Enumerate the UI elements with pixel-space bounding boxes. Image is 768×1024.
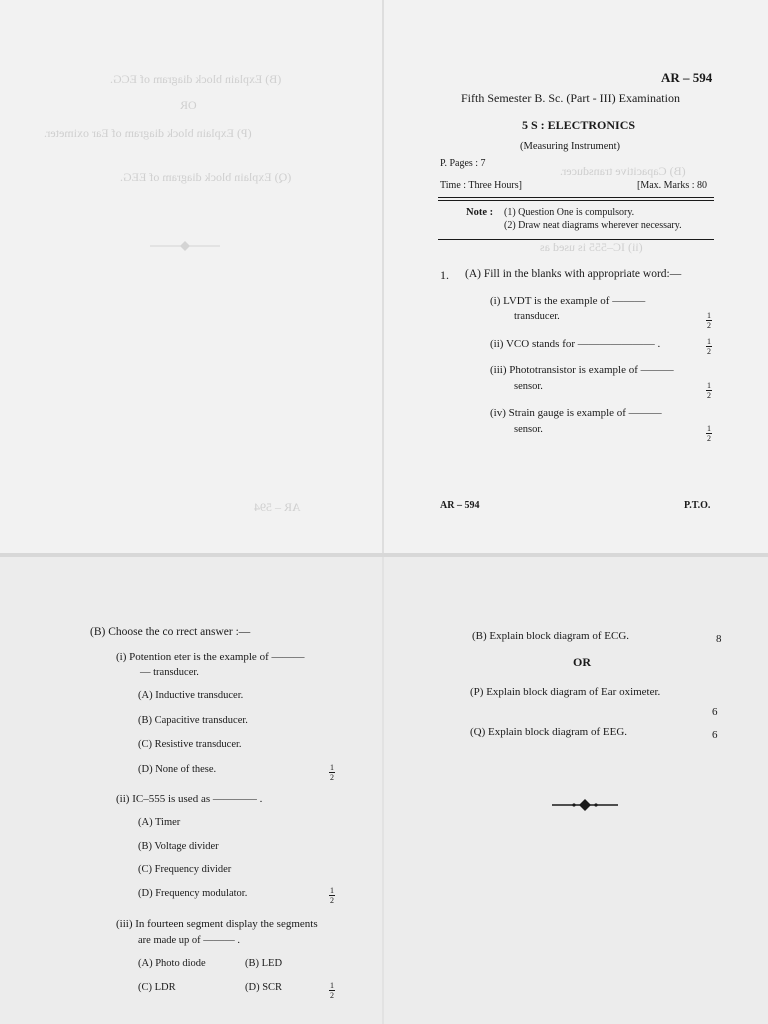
paper-title: (Measuring Instrument) [520, 141, 621, 152]
question-1a-iii-cont: sensor. [514, 381, 543, 392]
marks-half [328, 764, 336, 781]
half-numerator: 1 [330, 981, 334, 990]
question-1b-heading: (B) Choose the co rrect answer :— [90, 626, 251, 638]
question-1a-iv-cont: sensor. [514, 424, 543, 435]
page-fold-bottom [382, 555, 384, 1024]
marks-half [705, 382, 713, 399]
ghost-line: (P) Explain block diagram of Ear oximeter. [44, 126, 252, 140]
half-denominator: 2 [707, 434, 711, 443]
option-a: (A) Inductive transducer. [138, 690, 244, 701]
note-label: Note : [466, 207, 494, 218]
half-numerator: 1 [707, 311, 711, 320]
question-b-ecg: (B) Explain block diagram of ECG. [472, 630, 630, 642]
or-separator: OR [573, 655, 591, 669]
marks-half [328, 887, 336, 904]
question-1a-ii: (ii) VCO stands for ——————— . [490, 338, 661, 350]
half-numerator: 1 [707, 337, 711, 346]
paper-code: AR – 594 [661, 70, 713, 85]
question-1b-i-cont: — transducer. [140, 667, 199, 678]
sheet-seam [0, 553, 768, 557]
ghost-ornament-icon [150, 240, 220, 252]
ghost-line: (B) Capacitive transducer. [560, 164, 686, 178]
option-d: (D) Frequency modulator. [138, 888, 248, 899]
note-1: (1) Question One is compulsory. [504, 207, 635, 218]
half-numerator: 1 [330, 763, 334, 772]
question-1-number: 1. [440, 268, 449, 282]
marks-half [705, 312, 713, 329]
option-d: (D) None of these. [138, 764, 217, 775]
option-c: (C) Resistive transducer. [138, 739, 242, 750]
end-ornament-icon [552, 798, 618, 812]
half-numerator: 1 [330, 886, 334, 895]
option-c: (C) LDR [138, 982, 176, 993]
marks-q: 6 [712, 729, 718, 741]
question-p-oximeter: (P) Explain block diagram of Ear oximeter. [470, 686, 661, 698]
question-1a-iv: (iv) Strain gauge is example of ——— [490, 407, 662, 419]
page-fold [382, 0, 384, 555]
marks-half [705, 338, 713, 355]
question-1b-ii: (ii) IC–555 is used as ———— . [116, 793, 263, 805]
ghost-line: AR – 594 [254, 500, 301, 514]
half-denominator: 2 [707, 321, 711, 330]
ghost-line: (Q) Explain block diagram of EEG. [120, 170, 292, 184]
question-1a-i: (i) LVDT is the example of ——— [490, 295, 646, 307]
page-count: P. Pages : 7 [440, 158, 486, 169]
note-2: (2) Draw neat diagrams wherever necessary. [504, 220, 682, 231]
option-a: (A) Timer [138, 817, 181, 828]
ghost-line: (ii) IC–555 is used as [540, 240, 643, 254]
half-denominator: 2 [330, 773, 334, 782]
option-c: (C) Frequency divider [138, 864, 232, 875]
question-1a-i-cont: transducer. [514, 311, 560, 322]
half-numerator: 1 [707, 381, 711, 390]
question-1b-i: (i) Potention eter is the example of ——— [116, 651, 305, 663]
option-b: (B) Voltage divider [138, 841, 219, 852]
option-d: (D) SCR [245, 982, 283, 993]
exam-title: Fifth Semester B. Sc. (Part - III) Examination [461, 91, 680, 105]
half-denominator: 2 [707, 391, 711, 400]
ghost-line: (B) Explain block diagram of ECG. [110, 72, 282, 86]
half-numerator: 1 [707, 424, 711, 433]
half-denominator: 2 [330, 991, 334, 1000]
option-b: (B) Capacitive transducer. [138, 715, 248, 726]
marks-half [328, 982, 336, 999]
option-a: (A) Photo diode [138, 958, 206, 969]
marks-half [705, 425, 713, 442]
subject-title: 5 S : ELECTRONICS [522, 118, 636, 132]
question-1a-heading: (A) Fill in the blanks with appropriate word:— [465, 268, 682, 280]
time-limit: Time : Three Hours] [440, 180, 522, 191]
max-marks: [Max. Marks : 80 [637, 180, 707, 191]
half-denominator: 2 [330, 896, 334, 905]
half-denominator: 2 [707, 347, 711, 356]
ghost-line: OR [180, 98, 197, 112]
marks-b: 8 [716, 633, 722, 645]
footer-code: AR – 594 [440, 500, 480, 511]
question-1b-iii-cont: are made up of ——— . [138, 935, 241, 946]
header-divider [438, 197, 714, 201]
note-divider [438, 239, 714, 240]
marks-p: 6 [712, 706, 718, 718]
option-b: (B) LED [245, 958, 283, 969]
question-q-eeg: (Q) Explain block diagram of EEG. [470, 726, 628, 738]
page-turn-note: P.T.O. [684, 500, 711, 511]
question-1b-iii: (iii) In fourteen segment display the segments [116, 918, 318, 930]
question-1a-iii: (iii) Phototransistor is example of ——— [490, 364, 674, 376]
